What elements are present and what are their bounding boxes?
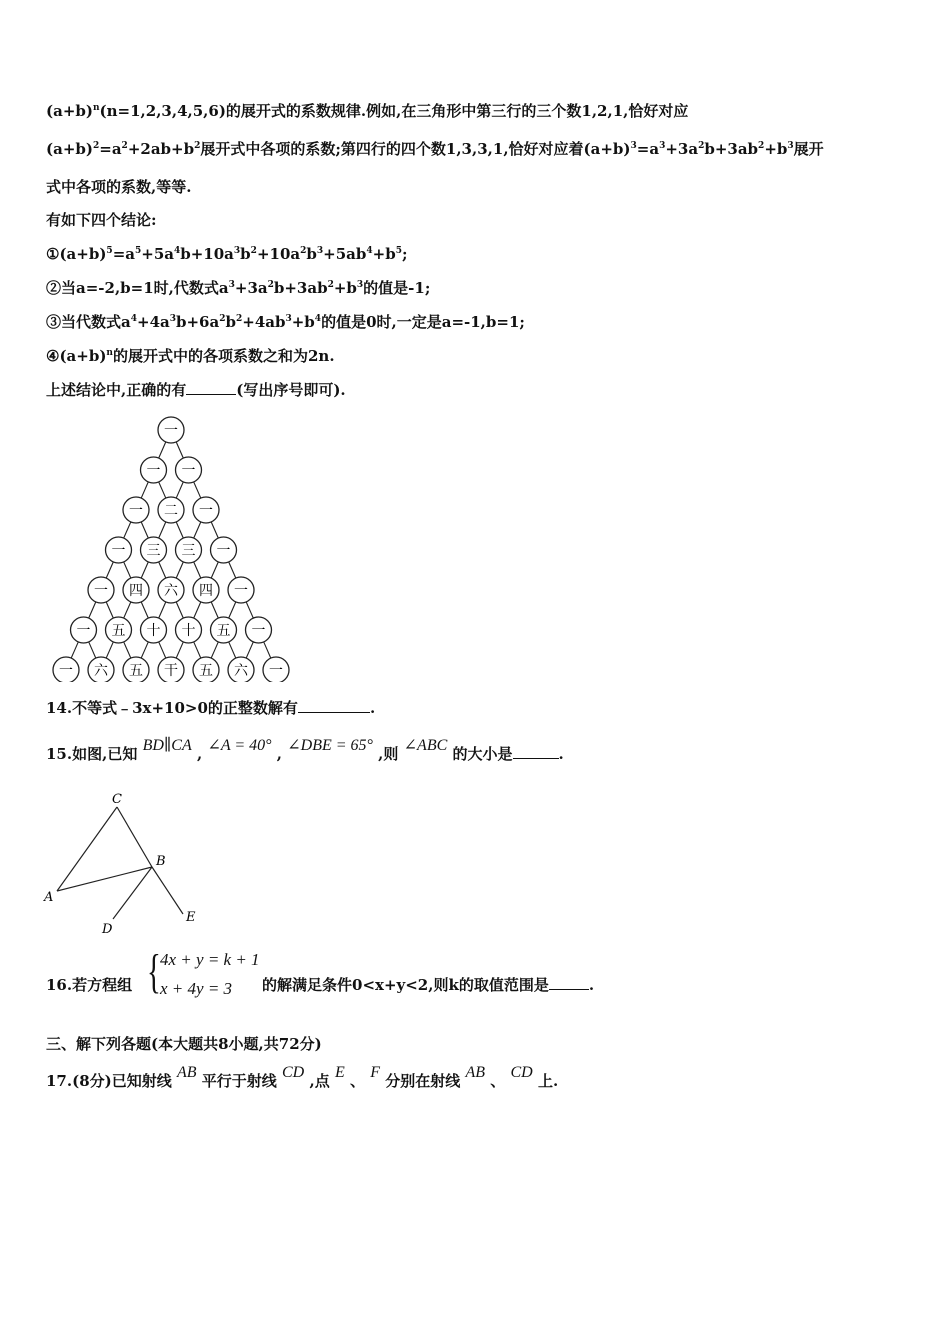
question-13-prompt: 上述结论中,正确的有 (写出序号即可). xyxy=(46,381,346,399)
triangle-node-label: 一 xyxy=(234,583,248,599)
triangle-node-label: 一 xyxy=(269,663,283,679)
conclusion-2: ②当a=-2,b=1时,代数式$a^3+3a^2b+3ab^2+b^3$的值是-1; xyxy=(46,279,431,297)
triangle-node-label: 六 xyxy=(94,663,108,679)
conclusion-3: ③当代数式$a^4+4a^3b+6a^2b^2+4ab^3+b^4$的值是0时,一定是a=-1,b=1; xyxy=(46,313,525,331)
math-ray-ab-2: AB xyxy=(465,1064,486,1081)
math-ray-cd: CD xyxy=(282,1064,305,1081)
triangle-node-label: 三 xyxy=(181,543,196,559)
triangle-node-label: 一 xyxy=(146,463,161,479)
math-angle-abc: ∠ABC xyxy=(403,737,448,754)
triangle-node-label: 四 xyxy=(129,583,143,599)
answer-blank-14[interactable] xyxy=(298,698,370,713)
triangle-edges xyxy=(66,430,276,670)
triangle-node-label: 一 xyxy=(216,543,231,559)
triangle-node-label: 五 xyxy=(129,663,143,679)
triangle-node-label: 一 xyxy=(59,663,73,679)
question-16-prefix: 16.若方程组 xyxy=(46,976,133,994)
triangle-node-label: 十 xyxy=(181,623,196,639)
point-label-e: E xyxy=(186,910,196,925)
triangle-node-label: 一 xyxy=(111,543,126,559)
conclusion-1: $①(a+b)^5=a^5+5a^4b+10a^3b^2+10a^2b^3+5ab^4+b^5$; xyxy=(46,245,408,263)
triangle-node-label: 二 xyxy=(164,503,178,519)
math-angle-a: ∠A = 40° xyxy=(207,737,272,754)
triangle-node-label: 一 xyxy=(181,463,196,479)
intro-line-2: $(a+b)^2=a^2+2ab+b^2$展开式中各项的系数;第四行的四个数1,3,3,1,恰好对应着$(a+b)^3=a^3+3a^2b+3ab^2+b^3$展开 xyxy=(46,140,824,158)
triangle-node-label: 一 xyxy=(199,503,213,519)
point-label-a: A xyxy=(44,890,54,905)
pascal-triangle-figure xyxy=(45,412,305,682)
question-16-suffix: 的解满足条件0<x+y<2,则k的取值范围是 . xyxy=(262,976,595,994)
point-label-d: D xyxy=(102,922,113,937)
triangle-node-label: 五 xyxy=(111,623,126,639)
math-bd-parallel-ca: BD∥CA xyxy=(142,737,192,754)
point-label-b: B xyxy=(156,854,166,869)
triangle-node-label: 一 xyxy=(251,623,266,639)
segment-cb xyxy=(117,807,152,867)
conclusion-4: $④(a+b)^n$的展开式中的各项系数之和为2n. xyxy=(46,347,335,365)
triangle-node-label: 三 xyxy=(146,543,161,559)
triangle-node-label: 一 xyxy=(76,623,91,639)
question-15: 15.如图,已知 BD∥CA , ∠A = 40° , ∠DBE = 65° ,则 ∠ABC 的大小是 . xyxy=(46,737,564,763)
point-label-c: C xyxy=(112,792,122,807)
intro-line-1: $(a+b)^n(n=1,2,3,4,5,6)$的展开式的系数规律.例如,在三角形中第三行的三个数1,2,1,恰好对应 xyxy=(46,102,689,120)
triangle-node-label: 一 xyxy=(164,423,178,439)
triangle-node-label: 五 xyxy=(199,663,213,679)
equation-2: x + 4y = 3 xyxy=(160,979,233,998)
triangle-node-label: 六 xyxy=(164,583,178,599)
geometry-figure xyxy=(40,787,210,937)
math-ray-ab: AB xyxy=(176,1064,197,1081)
triangle-node-label: 五 xyxy=(216,623,231,639)
triangle-node-label: 六 xyxy=(234,663,248,679)
question-17: 17.(8分)已知射线 AB 平行于射线 CD ,点 E 、 F 分别在射线 AB 、 CD 上. xyxy=(46,1064,559,1090)
triangle-node-label: 干 xyxy=(164,663,178,679)
triangle-node-label: 一 xyxy=(94,583,108,599)
answer-blank-15[interactable] xyxy=(513,744,559,759)
triangle-node-label: 一 xyxy=(129,503,143,519)
section-3-title: 三、解下列各题(本大题共8小题,共72分) xyxy=(46,1035,322,1053)
math-ray-cd-2: CD xyxy=(510,1064,533,1081)
triangle-nodes xyxy=(53,417,289,682)
math-angle-dbe: ∠DBE = 65° xyxy=(287,737,373,754)
triangle-node-label: 四 xyxy=(199,583,213,599)
answer-blank-16[interactable] xyxy=(549,975,589,990)
question-14: 14.不等式﹣3x+10>0的正整数解有 . xyxy=(46,699,376,717)
intro-line-4: 有如下四个结论: xyxy=(46,211,157,229)
intro-line-3: 式中各项的系数,等等. xyxy=(46,178,192,196)
equation-1: 4x + y = k + 1 xyxy=(160,950,260,969)
triangle-node-label: 十 xyxy=(146,623,161,639)
math-point-e: E xyxy=(334,1064,345,1081)
answer-blank-13[interactable] xyxy=(186,380,236,395)
system-brace: { xyxy=(147,945,161,998)
segment-be xyxy=(152,867,183,914)
math-point-f: F xyxy=(370,1064,380,1081)
